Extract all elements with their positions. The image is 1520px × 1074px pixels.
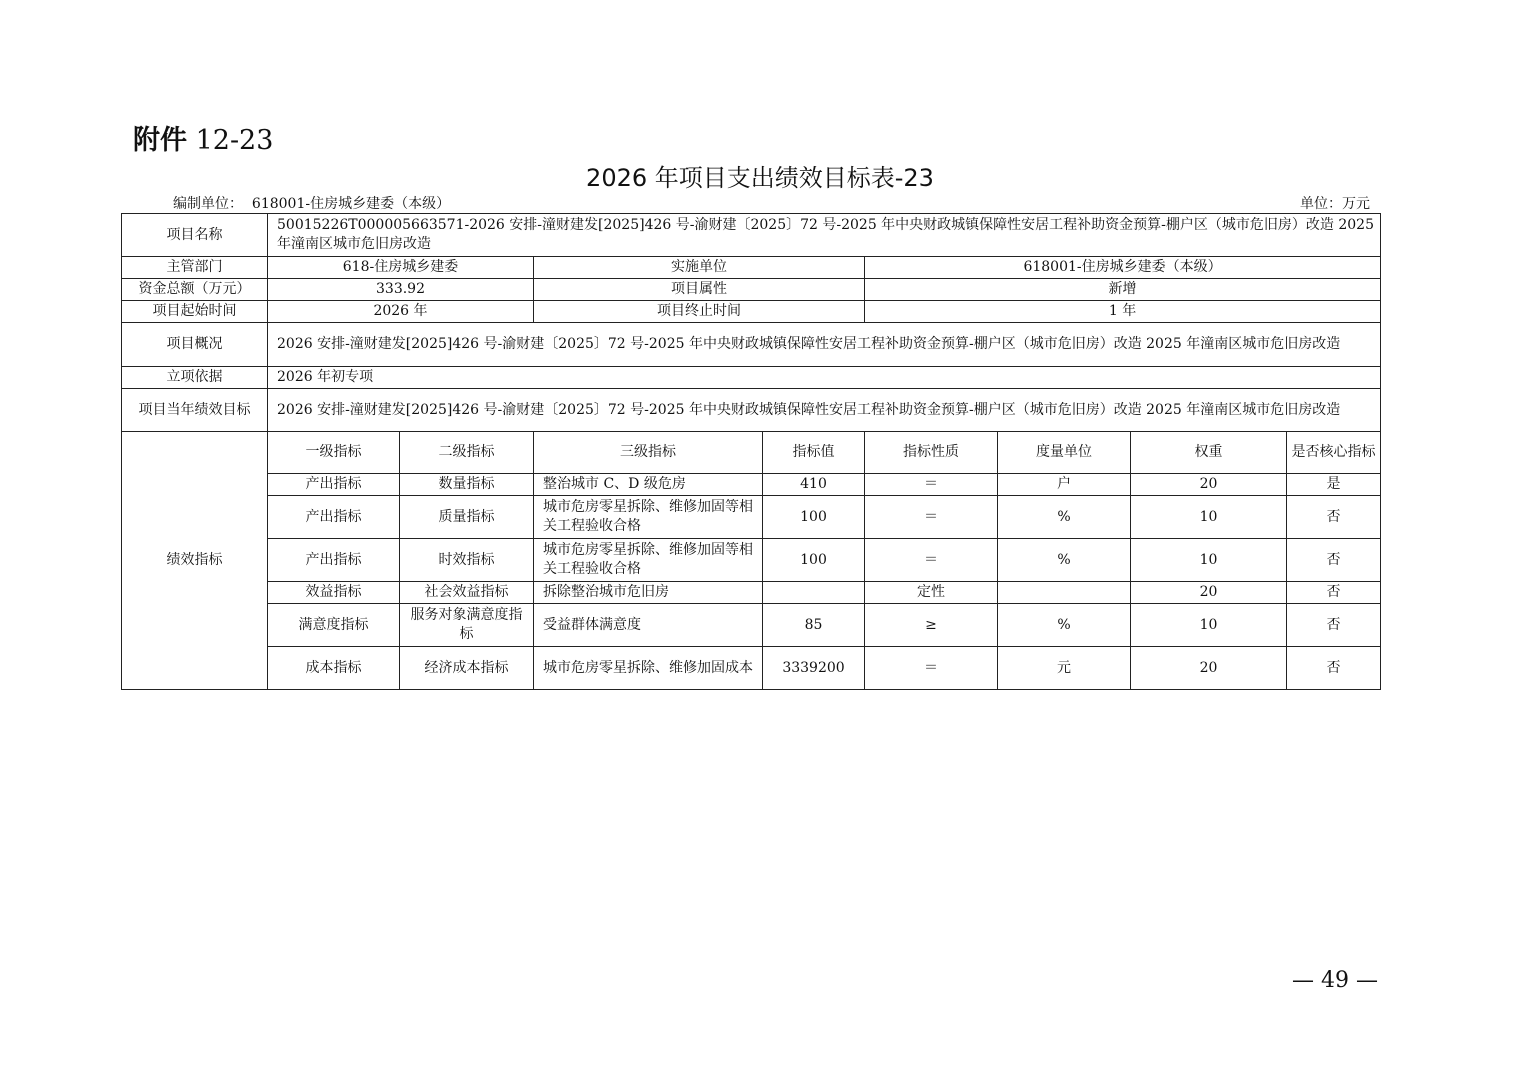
cell-value — [763, 582, 865, 604]
cell-core: 否 — [1287, 496, 1381, 539]
attachment-label — [133, 118, 273, 157]
cell-unit: % — [998, 496, 1131, 539]
cell-level3: 城市危房零星拆除、维修加固成本 — [534, 647, 763, 690]
project-name-label: 项目名称 — [122, 214, 268, 257]
cell-nature: ≥ — [865, 604, 998, 647]
attr-value: 新增 — [865, 279, 1381, 301]
cell-unit — [998, 582, 1131, 604]
cell-level2: 数量指标 — [400, 474, 534, 496]
cell-level2: 服务对象满意度指标 — [400, 604, 534, 647]
cell-weight: 10 — [1131, 496, 1287, 539]
row-overview — [122, 323, 1381, 367]
impl-value: 618001-住房城乡建委（本级） — [865, 257, 1381, 279]
funds-label: 资金总额（万元） — [122, 279, 268, 301]
attachment-number: 12-23 — [187, 125, 274, 156]
cell-unit: 元 — [998, 647, 1131, 690]
dept-label: 主管部门 — [122, 257, 268, 279]
header-level2: 二级指标 — [400, 432, 534, 474]
perf-section-label: 绩效指标 — [122, 432, 268, 690]
compiler-unit — [173, 193, 450, 213]
overview-value: 2026 安排-潼财建发[2025]426 号-渝财建〔2025〕72 号-2025 年中央财政城镇保障性安居工程补助资金预算-棚户区（城市危旧房）改造 2025 年潼南区城市危旧房改造 — [268, 323, 1381, 367]
cell-level2: 经济成本指标 — [400, 647, 534, 690]
page-number: — 49 — — [1292, 968, 1378, 993]
cell-unit: 户 — [998, 474, 1131, 496]
end-value: 1 年 — [865, 301, 1381, 323]
header-unit: 度量单位 — [998, 432, 1131, 474]
row-dates — [122, 301, 1381, 323]
header-level1: 一级指标 — [268, 432, 400, 474]
performance-table — [121, 213, 1381, 690]
cell-level1: 产出指标 — [268, 539, 400, 582]
compiler-value: 618001-住房城乡建委（本级） — [251, 196, 451, 212]
overview-label: 项目概况 — [122, 323, 268, 367]
table-row — [122, 582, 1381, 604]
cell-level1: 产出指标 — [268, 474, 400, 496]
table-row — [122, 647, 1381, 690]
cell-level1: 效益指标 — [268, 582, 400, 604]
cell-value: 85 — [763, 604, 865, 647]
impl-label: 实施单位 — [534, 257, 865, 279]
cell-unit: % — [998, 539, 1131, 582]
attr-label: 项目属性 — [534, 279, 865, 301]
cell-value: 410 — [763, 474, 865, 496]
compiler-label: 编制单位： — [173, 196, 243, 212]
start-value: 2026 年 — [268, 301, 534, 323]
end-label: 项目终止时间 — [534, 301, 865, 323]
row-project-name — [122, 214, 1381, 257]
cell-weight: 20 — [1131, 474, 1287, 496]
row-goal — [122, 389, 1381, 432]
goal-label: 项目当年绩效目标 — [122, 389, 268, 432]
cell-level3: 受益群体满意度 — [534, 604, 763, 647]
dept-value: 618-住房城乡建委 — [268, 257, 534, 279]
table-row — [122, 496, 1381, 539]
row-funds — [122, 279, 1381, 301]
cell-core: 是 — [1287, 474, 1381, 496]
row-basis — [122, 367, 1381, 389]
cell-level1: 满意度指标 — [268, 604, 400, 647]
cell-value: 3339200 — [763, 647, 865, 690]
cell-weight: 20 — [1131, 647, 1287, 690]
cell-nature: ＝ — [865, 647, 998, 690]
cell-core: 否 — [1287, 539, 1381, 582]
cell-level2: 社会效益指标 — [400, 582, 534, 604]
table-row — [122, 474, 1381, 496]
cell-nature: 定性 — [865, 582, 998, 604]
project-name-value: 50015226T000005663571-2026 安排-潼财建发[2025]426 号-渝财建〔2025〕72 号-2025 年中央财政城镇保障性安居工程补助资金预算-棚户区（城市危旧房）改造 2025 年潼南区城市危旧房改造 — [268, 214, 1381, 257]
basis-label: 立项依据 — [122, 367, 268, 389]
row-department — [122, 257, 1381, 279]
header-value: 指标值 — [763, 432, 865, 474]
funds-value: 333.92 — [268, 279, 534, 301]
cell-weight: 10 — [1131, 539, 1287, 582]
cell-unit: % — [998, 604, 1131, 647]
header-nature: 指标性质 — [865, 432, 998, 474]
cell-level2: 质量指标 — [400, 496, 534, 539]
start-label: 项目起始时间 — [122, 301, 268, 323]
cell-nature: ＝ — [865, 496, 998, 539]
cell-level2: 时效指标 — [400, 539, 534, 582]
cell-core: 否 — [1287, 647, 1381, 690]
cell-weight: 20 — [1131, 582, 1287, 604]
basis-value: 2026 年初专项 — [268, 367, 1381, 389]
cell-value: 100 — [763, 539, 865, 582]
attachment-word: 附件 — [133, 125, 187, 156]
table-row — [122, 539, 1381, 582]
cell-nature: ＝ — [865, 474, 998, 496]
cell-core: 否 — [1287, 582, 1381, 604]
cell-weight: 10 — [1131, 604, 1287, 647]
cell-level3: 拆除整治城市危旧房 — [534, 582, 763, 604]
cell-level1: 成本指标 — [268, 647, 400, 690]
cell-level3: 城市危房零星拆除、维修加固等相关工程验收合格 — [534, 496, 763, 539]
page-title: 2026 年项目支出绩效目标表-23 — [586, 164, 934, 192]
cell-nature: ＝ — [865, 539, 998, 582]
table-row — [122, 604, 1381, 647]
header-weight: 权重 — [1131, 432, 1287, 474]
cell-level1: 产出指标 — [268, 496, 400, 539]
cell-level3: 整治城市 C、D 级危房 — [534, 474, 763, 496]
perf-header-row — [122, 432, 1381, 474]
cell-value: 100 — [763, 496, 865, 539]
header-core: 是否核心指标 — [1287, 432, 1381, 474]
cell-level3: 城市危房零星拆除、维修加固等相关工程验收合格 — [534, 539, 763, 582]
cell-core: 否 — [1287, 604, 1381, 647]
header-level3: 三级指标 — [534, 432, 763, 474]
currency-unit: 单位：万元 — [1300, 196, 1370, 212]
goal-value: 2026 安排-潼财建发[2025]426 号-渝财建〔2025〕72 号-2025 年中央财政城镇保障性安居工程补助资金预算-棚户区（城市危旧房）改造 2025 年潼南区城市危旧房改造 — [268, 389, 1381, 432]
